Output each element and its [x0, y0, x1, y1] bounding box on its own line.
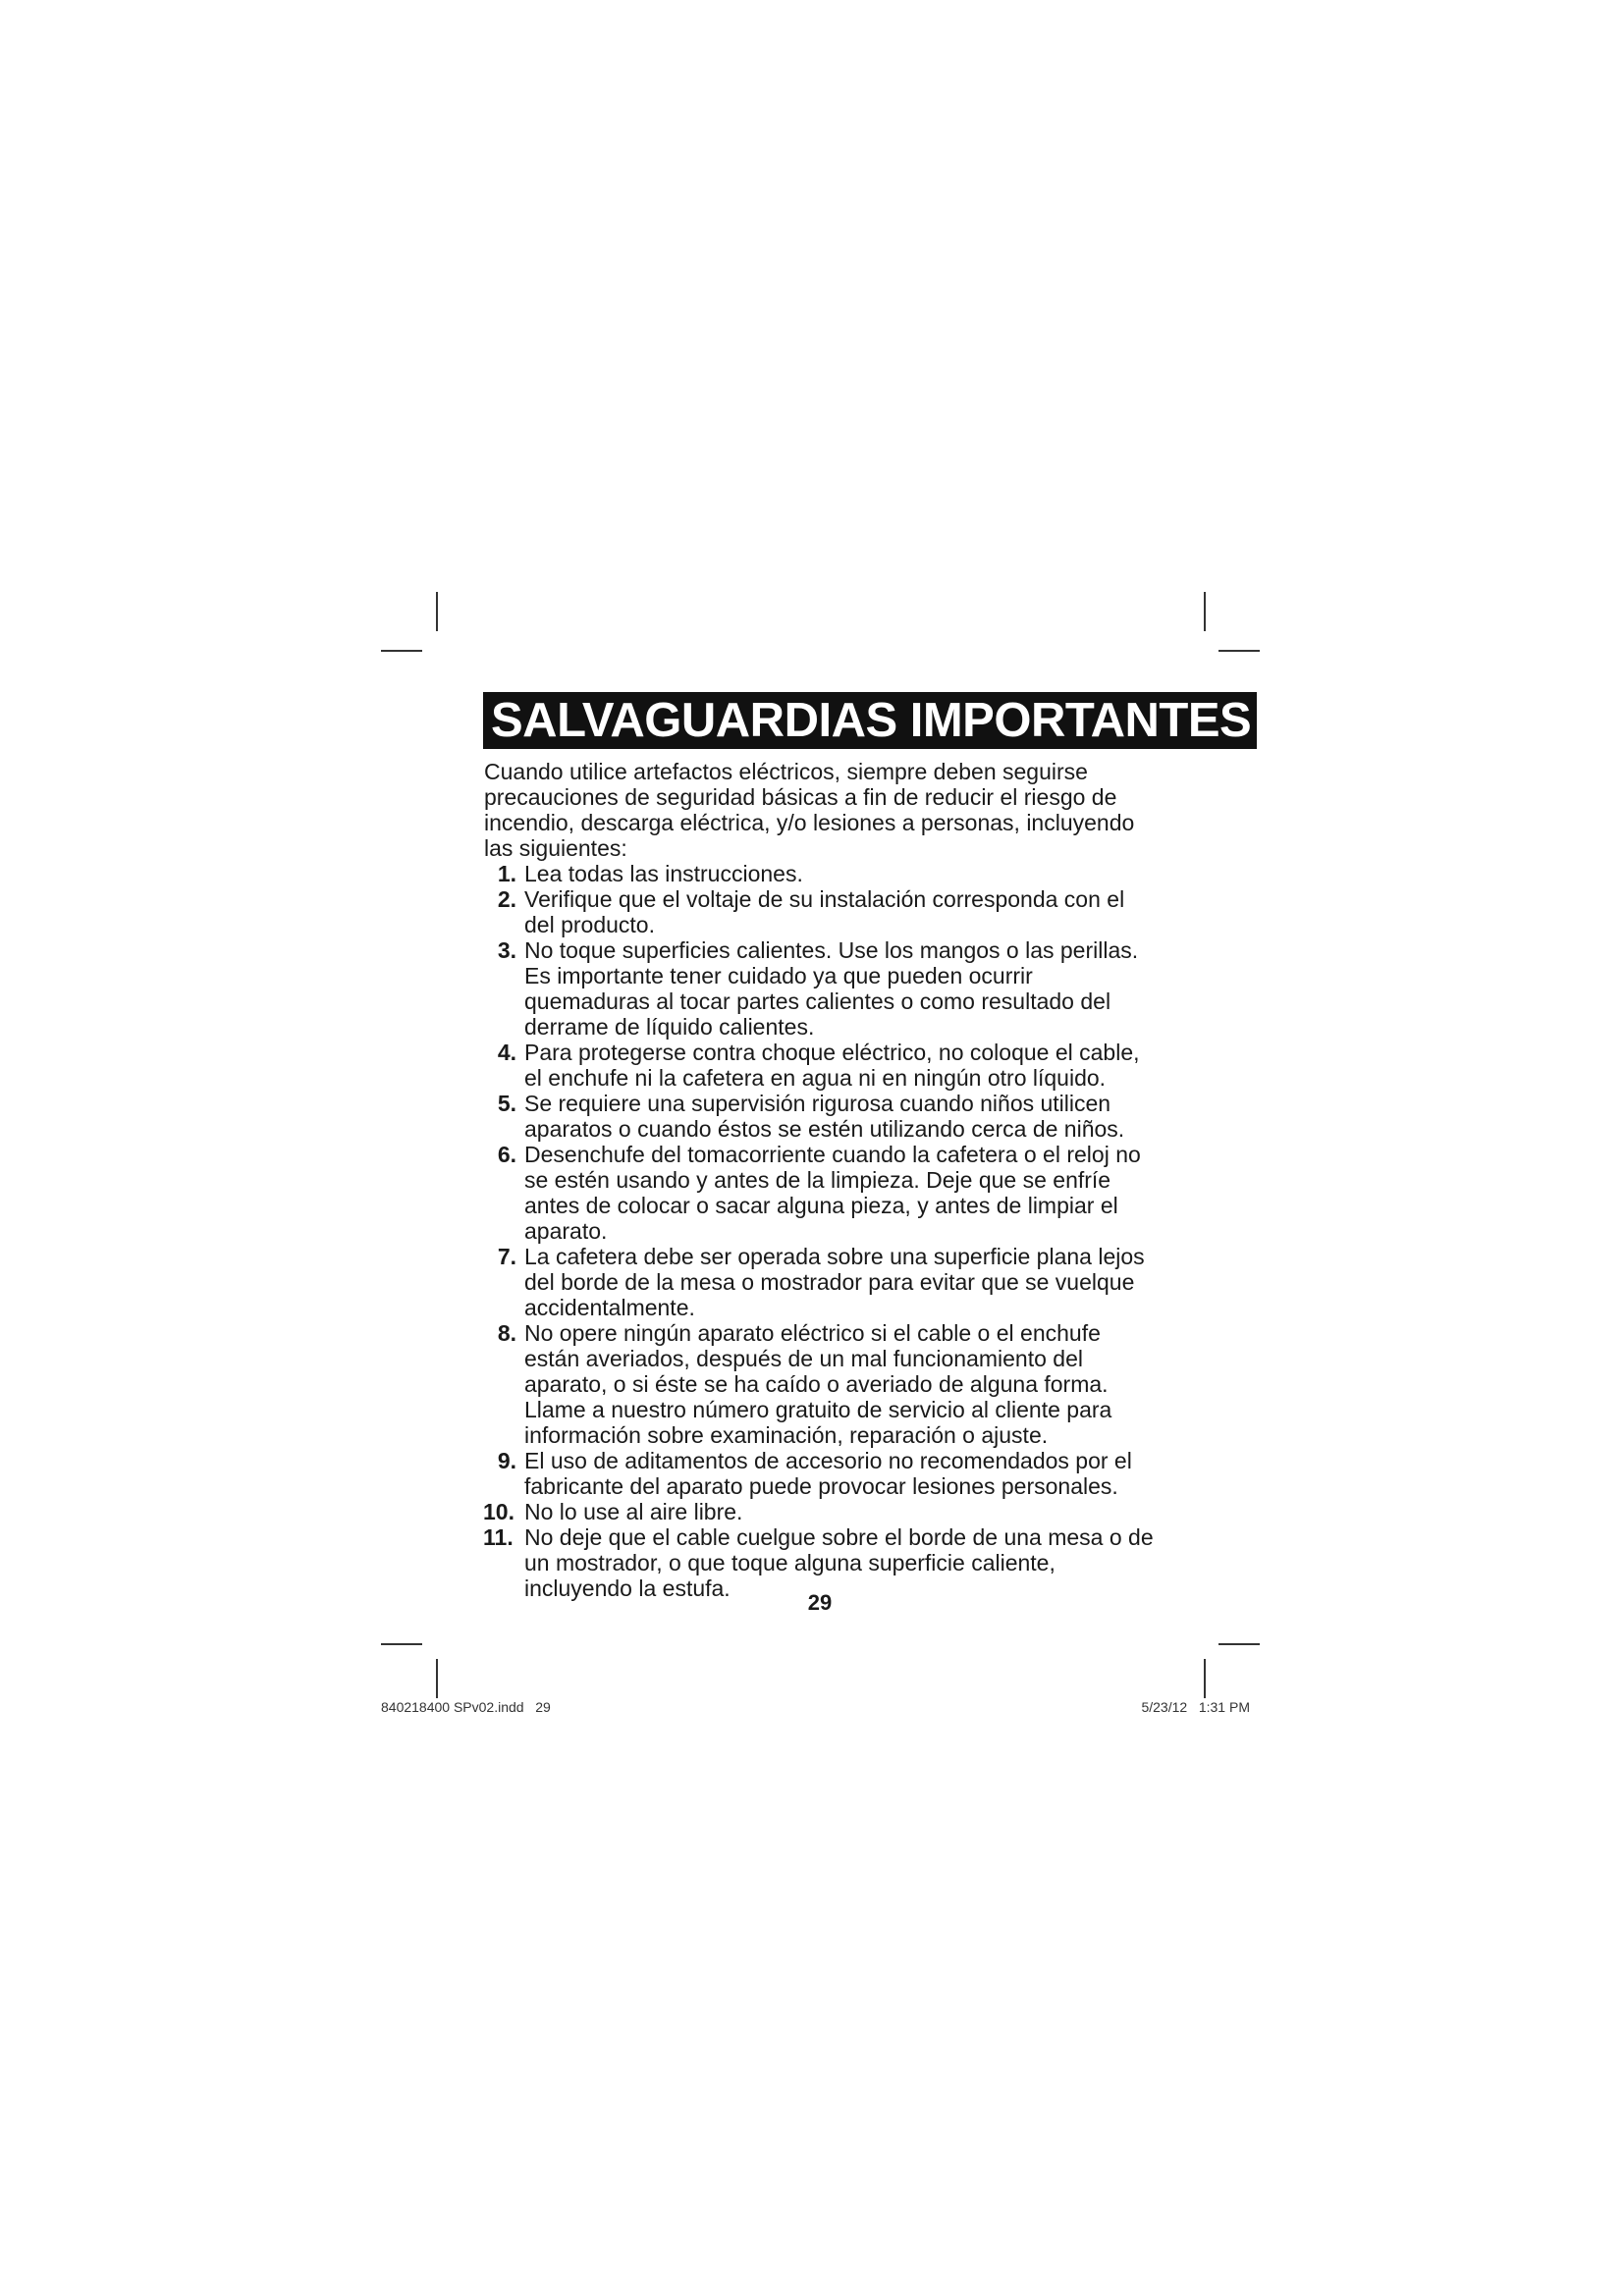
- item-text: Lea todas las instrucciones.: [524, 861, 803, 886]
- list-item: [483, 1320, 1161, 1448]
- item-number: 9.: [497, 1448, 516, 1473]
- crop-mark-top-left-horizontal: [381, 650, 422, 652]
- crop-mark-top-right-horizontal: [1218, 650, 1260, 652]
- item-text: Para protegerse contra choque eléctrico, no coloque el cable, el enchufe ni la cafetera en agua ni en ningún otro líquido.: [524, 1040, 1140, 1091]
- item-number: 1.: [497, 861, 516, 886]
- item-number: 2.: [497, 886, 516, 912]
- list-item: [483, 1040, 1161, 1091]
- safeguards-list: [483, 861, 1161, 1601]
- crop-mark-top-right-vertical: [1204, 592, 1206, 631]
- crop-mark-bottom-right-vertical: [1204, 1659, 1206, 1698]
- safeguards-section: [483, 692, 1252, 1601]
- item-number: 5.: [497, 1091, 516, 1116]
- item-text: No lo use al aire libre.: [524, 1499, 743, 1524]
- page-heading: SALVAGUARDIAS IMPORTANTES: [483, 692, 1257, 749]
- intro-paragraph: Cuando utilice artefactos eléctricos, siempre deben seguirse precauciones de seguridad básicas a fin de reducir el riesgo de incendio, descarga eléctrica, y/o lesiones a personas, incluyendo las siguientes:: [484, 759, 1135, 861]
- item-number: 7.: [497, 1244, 516, 1269]
- item-number: 3.: [497, 937, 516, 963]
- list-item: [483, 1142, 1161, 1244]
- item-text: La cafetera debe ser operada sobre una superficie plana lejos del borde de la mesa o mostrador para evitar que se vuelque accidentalmente.: [524, 1244, 1145, 1320]
- list-item: [483, 861, 1161, 886]
- item-text: Se requiere una supervisión rigurosa cuando niños utilicen aparatos o cuando éstos se estén utilizando cerca de niños.: [524, 1091, 1125, 1142]
- list-item: [483, 1499, 1161, 1524]
- slug-date-time: 5/23/12 1:31 PM: [1141, 1699, 1250, 1715]
- list-item: [483, 1091, 1161, 1142]
- item-number: 10.: [483, 1499, 514, 1524]
- item-number: 4.: [497, 1040, 516, 1065]
- item-text: No deje que el cable cuelgue sobre el borde de una mesa o de un mostrador, o que toque alguna superficie caliente, incluyendo la estufa.: [524, 1524, 1154, 1601]
- item-number: 11.: [483, 1524, 514, 1550]
- item-text: No opere ningún aparato eléctrico si el cable o el enchufe están averiados, después de un mal funcionamiento del aparato, o si éste se ha caído o averiado de alguna forma. Llame a nuestro número gratuito de servicio al cliente para información sobre examinación, reparación o ajuste.: [524, 1320, 1112, 1448]
- crop-mark-top-left-vertical: [436, 592, 438, 631]
- list-item: [483, 1448, 1161, 1499]
- item-text: El uso de aditamentos de accesorio no recomendados por el fabricante del aparato puede provocar lesiones personales.: [524, 1448, 1132, 1499]
- slug-file-name: 840218400 SPv02.indd 29: [381, 1699, 551, 1715]
- item-text: No toque superficies calientes. Use los mangos o las perillas. Es importante tener cuidado ya que pueden ocurrir quemaduras al tocar partes calientes o como resultado del derrame de líquido calientes.: [524, 937, 1139, 1040]
- item-text: Verifique que el voltaje de su instalación corresponda con el del producto.: [524, 886, 1125, 937]
- item-number: 6.: [497, 1142, 516, 1167]
- page-number: 29: [807, 1590, 833, 1615]
- list-item: [483, 1244, 1161, 1320]
- list-item: [483, 937, 1161, 1040]
- crop-mark-bottom-left-vertical: [436, 1659, 438, 1698]
- crop-mark-bottom-right-horizontal: [1218, 1643, 1260, 1645]
- list-item: [483, 886, 1161, 937]
- item-text: Desenchufe del tomacorriente cuando la cafetera o el reloj no se estén usando y antes de la limpieza. Deje que se enfríe antes de colocar o sacar alguna pieza, y antes de limpiar el aparato.: [524, 1142, 1141, 1244]
- item-number: 8.: [497, 1320, 516, 1346]
- crop-mark-bottom-left-horizontal: [381, 1643, 422, 1645]
